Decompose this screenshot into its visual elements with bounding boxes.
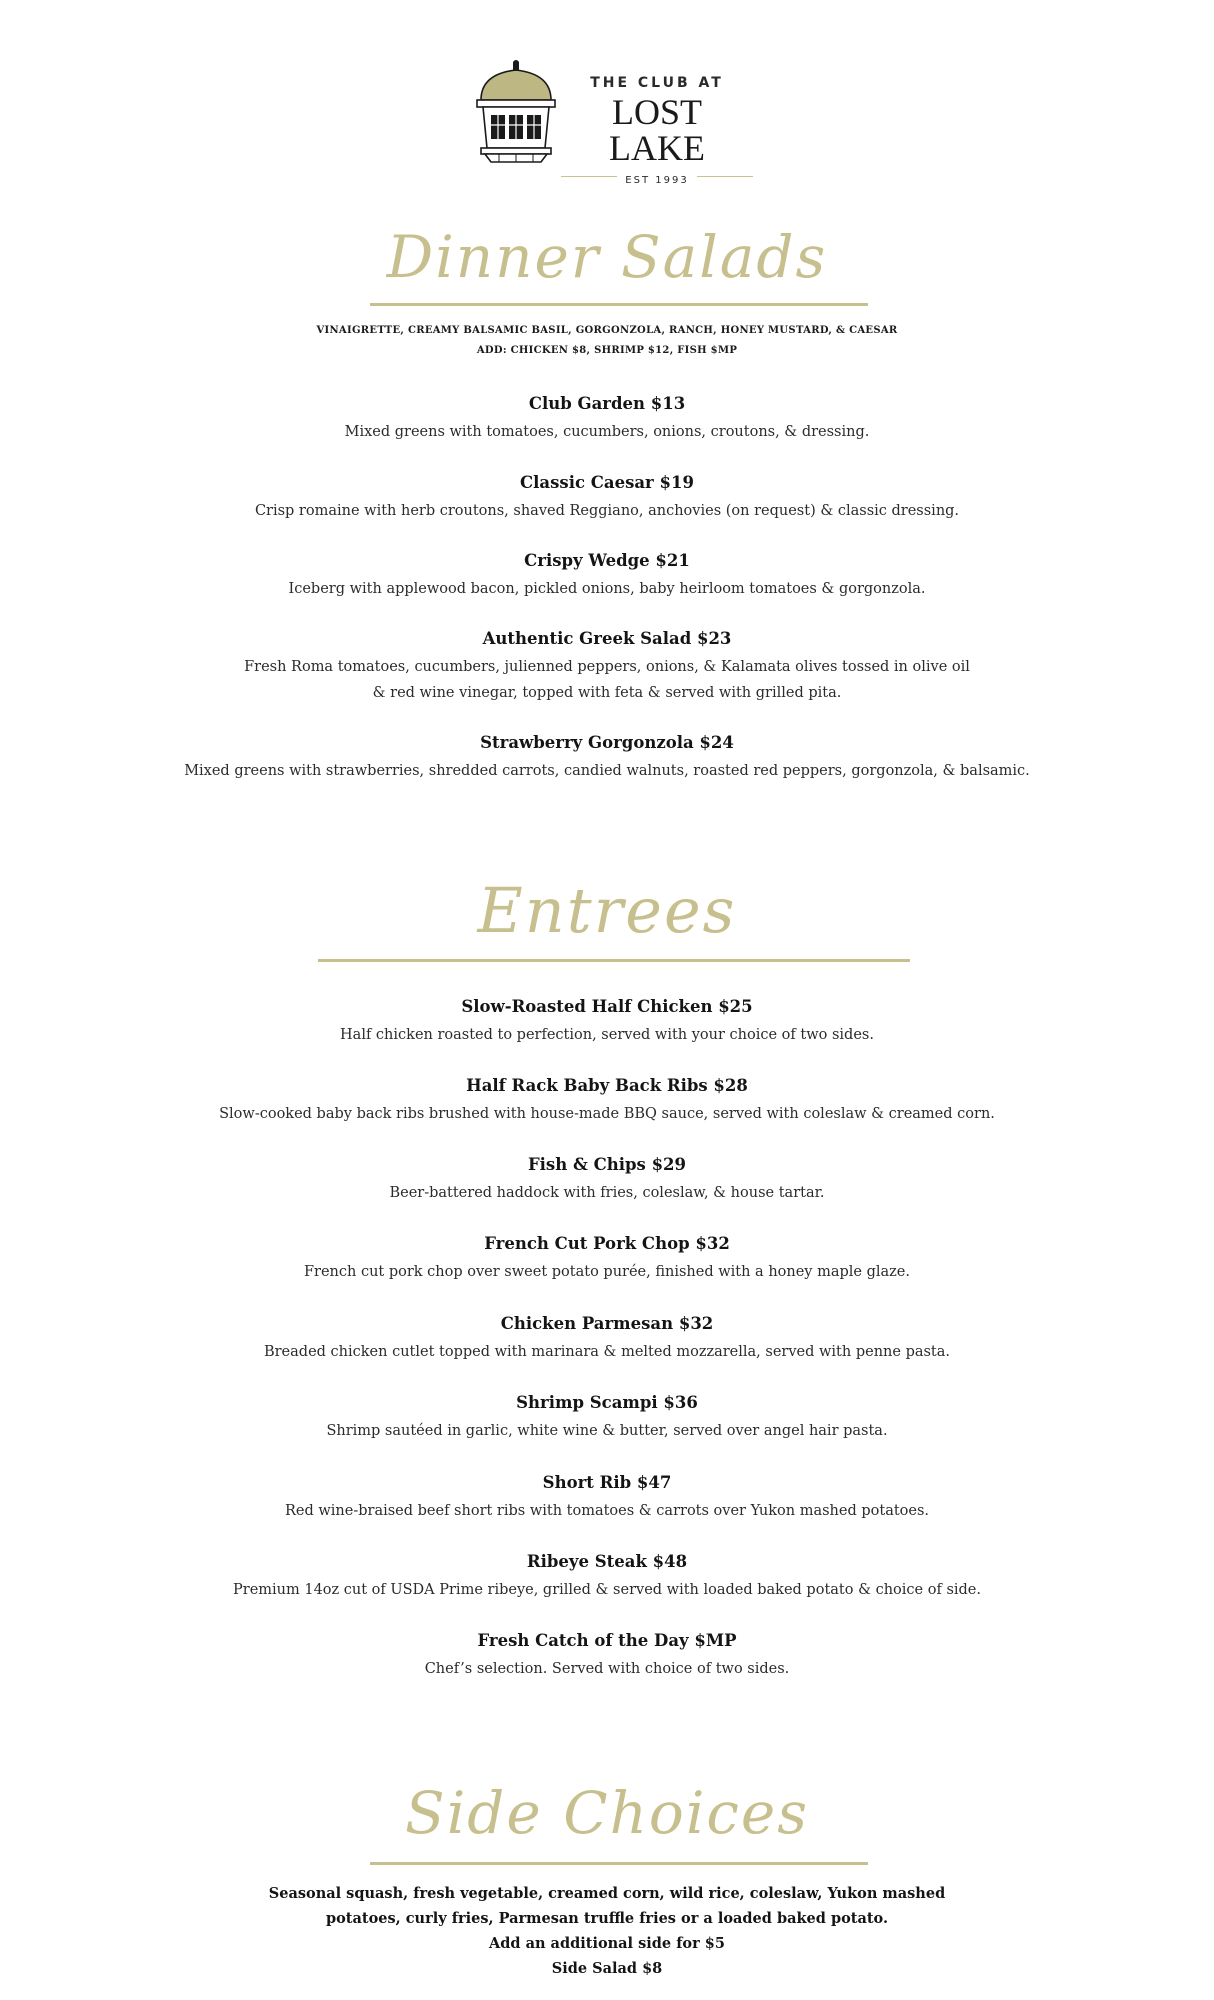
logo-est-row [561, 168, 753, 184]
salads-divider [370, 303, 868, 306]
menu-item [0, 732, 1214, 784]
logo-wordmark [561, 74, 753, 184]
gazebo-cupola-icon [475, 60, 557, 164]
menu-item-name: Crispy Wedge $21 [524, 551, 690, 570]
menu-item-description: Half chicken roasted to perfection, served with your choice of two sides. [340, 1027, 874, 1043]
menu-item-name: Chicken Parmesan $32 [500, 1314, 714, 1333]
menu-item [0, 996, 1214, 1048]
logo-divider-left [561, 176, 617, 177]
logo-divider-right [697, 176, 753, 177]
section-title-entrees: Entrees [477, 874, 737, 947]
logo-name: LOST LAKE [609, 92, 705, 168]
menu-item-name: French Cut Pork Chop $32 [484, 1234, 730, 1253]
side-salad-price: Side Salad $8 [551, 1960, 663, 1977]
menu-item [0, 1472, 1214, 1524]
side-choices-text [0, 1881, 1214, 1981]
menu-item-description: Mixed greens with strawberries, shredded carrots, candied walnuts, roasted red peppers, gorgonzola, & balsamic. [184, 763, 1030, 779]
menu-item-description: Premium 14oz cut of USDA Prime ribeye, grilled & served with loaded baked potato & choice of side. [233, 1582, 981, 1598]
menu-item [0, 1154, 1214, 1206]
menu-item-description: Chef’s selection. Served with choice of two sides. [424, 1661, 790, 1677]
menu-item-name: Club Garden $13 [528, 394, 686, 413]
menu-item-name: Fish & Chips $29 [527, 1155, 687, 1174]
salad-dressings: VINAIGRETTE, CREAMY BALSAMIC BASIL, GORGONZOLA, RANCH, HONEY MUSTARD, & CAESAR [316, 325, 898, 336]
section-title-sides: Side Choices [405, 1779, 809, 1847]
sides-divider [370, 1862, 868, 1865]
additional-side-note: Add an additional side for $5 [489, 1935, 725, 1952]
menu-item-name: Shrimp Scampi $36 [516, 1393, 698, 1412]
menu-item-name: Slow-Roasted Half Chicken $25 [461, 997, 753, 1016]
menu-item-description: Mixed greens with tomatoes, cucumbers, onions, croutons, & dressing. [344, 424, 870, 440]
menu-item-description: Red wine-braised beef short ribs with tomatoes & carrots over Yukon mashed potatoes. [284, 1503, 930, 1519]
logo-est: EST 1993 [625, 175, 689, 186]
menu-item-name: Short Rib $47 [542, 1473, 672, 1492]
menu-item-description: Crisp romaine with herb croutons, shaved Reggiano, anchovies (on request) & classic dressing. [254, 503, 960, 519]
menu-item-description: French cut pork chop over sweet potato purée, finished with a honey maple glaze. [303, 1264, 911, 1280]
menu-item-description: Iceberg with applewood bacon, pickled onions, baby heirloom tomatoes & gorgonzola. [288, 581, 926, 597]
menu-item-name: Half Rack Baby Back Ribs $28 [466, 1076, 748, 1095]
salad-add-ons: ADD: CHICKEN $8, SHRIMP $12, FISH $MP [476, 345, 738, 356]
menu-item-name: Ribeye Steak $48 [526, 1552, 688, 1571]
menu-item [0, 628, 1214, 706]
menu-item-name: Classic Caesar $19 [520, 473, 694, 492]
menu-item-description: Beer-battered haddock with fries, coleslaw, & house tartar. [389, 1185, 825, 1201]
menu-item [0, 393, 1214, 445]
menu-item-description: Slow-cooked baby back ribs brushed with house-made BBQ sauce, served with coleslaw & creamed corn. [219, 1106, 995, 1122]
menu-item [0, 1313, 1214, 1365]
menu-item-description: Shrimp sautéed in garlic, white wine & butter, served over angel hair pasta. [326, 1423, 888, 1439]
menu-item [0, 1392, 1214, 1444]
menu-item-description: Breaded chicken cutlet topped with marinara & melted mozzarella, served with penne pasta. [263, 1344, 951, 1360]
menu-item-description: Fresh Roma tomatoes, cucumbers, julienned peppers, onions, & Kalamata olives tossed in olive oil & red wine vinegar, topped with feta & served with grilled pita. [244, 659, 970, 701]
logo-top-line: THE CLUB AT [590, 75, 724, 91]
menu-item [0, 1551, 1214, 1603]
menu-item [0, 472, 1214, 524]
side-choices-line: Seasonal squash, fresh vegetable, creamed corn, wild rice, coleslaw, Yukon mashed [268, 1885, 946, 1902]
club-logo [475, 56, 755, 186]
entrees-divider [318, 959, 910, 962]
menu-item-name: Strawberry Gorgonzola $24 [480, 733, 734, 752]
menu-item [0, 1233, 1214, 1285]
menu-item-name: Authentic Greek Salad $23 [482, 629, 732, 648]
section-title-salads: Dinner Salads [386, 223, 828, 291]
menu-item-name: Fresh Catch of the Day $MP [477, 1631, 737, 1650]
menu-item [0, 1075, 1214, 1127]
menu-item [0, 550, 1214, 602]
menu-item [0, 1630, 1214, 1682]
side-choices-line: potatoes, curly fries, Parmesan truffle fries or a loaded baked potato. [325, 1910, 889, 1927]
